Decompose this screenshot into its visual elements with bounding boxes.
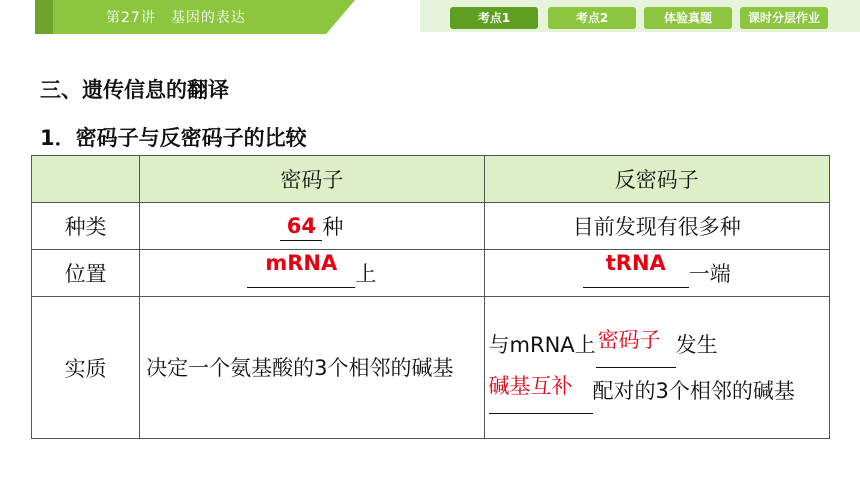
tab-kaodian-2[interactable]: 考点2 (548, 7, 636, 29)
codon-location-cell (140, 250, 484, 297)
table-row-essence (32, 297, 830, 439)
row-label-essence: 实质 (32, 297, 140, 439)
tab-homework[interactable]: 课时分层作业 (740, 7, 828, 29)
anticodon-essence-cell (484, 297, 829, 439)
codon-kind-suffix: 种 (322, 215, 344, 239)
table-row-location (32, 250, 830, 297)
subheading: 1．密码子与反密码子的比较 (40, 126, 307, 150)
anticodon-location-suffix: 一端 (688, 262, 731, 286)
blank-codon-location (247, 251, 355, 288)
blank-anticodon-codon (596, 327, 676, 368)
anticodon-location-cell (484, 250, 829, 297)
blank-anticodon-location (583, 251, 689, 288)
blank-anticodon-pairing (488, 373, 593, 414)
top-bar (0, 0, 860, 36)
header-codon: 密码子 (140, 156, 484, 203)
codon-kind-cell (140, 203, 484, 250)
comparison-table (31, 155, 830, 439)
table-header-row (32, 156, 830, 203)
section-heading: 三、遗传信息的翻译 (40, 78, 229, 102)
anticodon-essence-suffix: 配对的3个相邻的碱基 (592, 378, 795, 403)
header-empty-cell (32, 156, 140, 203)
codon-essence-cell: 决定一个氨基酸的3个相邻的碱基 (140, 297, 484, 439)
anticodon-essence-prefix: 与mRNA上 (488, 332, 596, 357)
header-anticodon: 反密码子 (484, 156, 829, 203)
answer-mrna: mRNA (265, 251, 338, 275)
row-label-location: 位置 (32, 250, 140, 297)
banner-accent (35, 0, 53, 34)
anticodon-essence-mid: 发生 (675, 332, 718, 357)
answer-64: 64 (286, 214, 316, 238)
lesson-title: 第27讲 基因的表达 (106, 10, 246, 26)
anticodon-kind-cell: 目前发现有很多种 (484, 203, 829, 250)
codon-location-suffix: 上 (355, 262, 377, 286)
blank-codon-kind (280, 214, 322, 241)
answer-complementary: 碱基互补 (488, 373, 573, 398)
table-row-kind (32, 203, 830, 250)
tab-kaodian-1[interactable]: 考点1 (450, 7, 538, 29)
row-label-kind: 种类 (32, 203, 140, 250)
answer-trna: tRNA (605, 251, 666, 275)
answer-codon: 密码子 (597, 327, 661, 352)
tab-real-exam[interactable]: 体验真题 (644, 7, 732, 29)
